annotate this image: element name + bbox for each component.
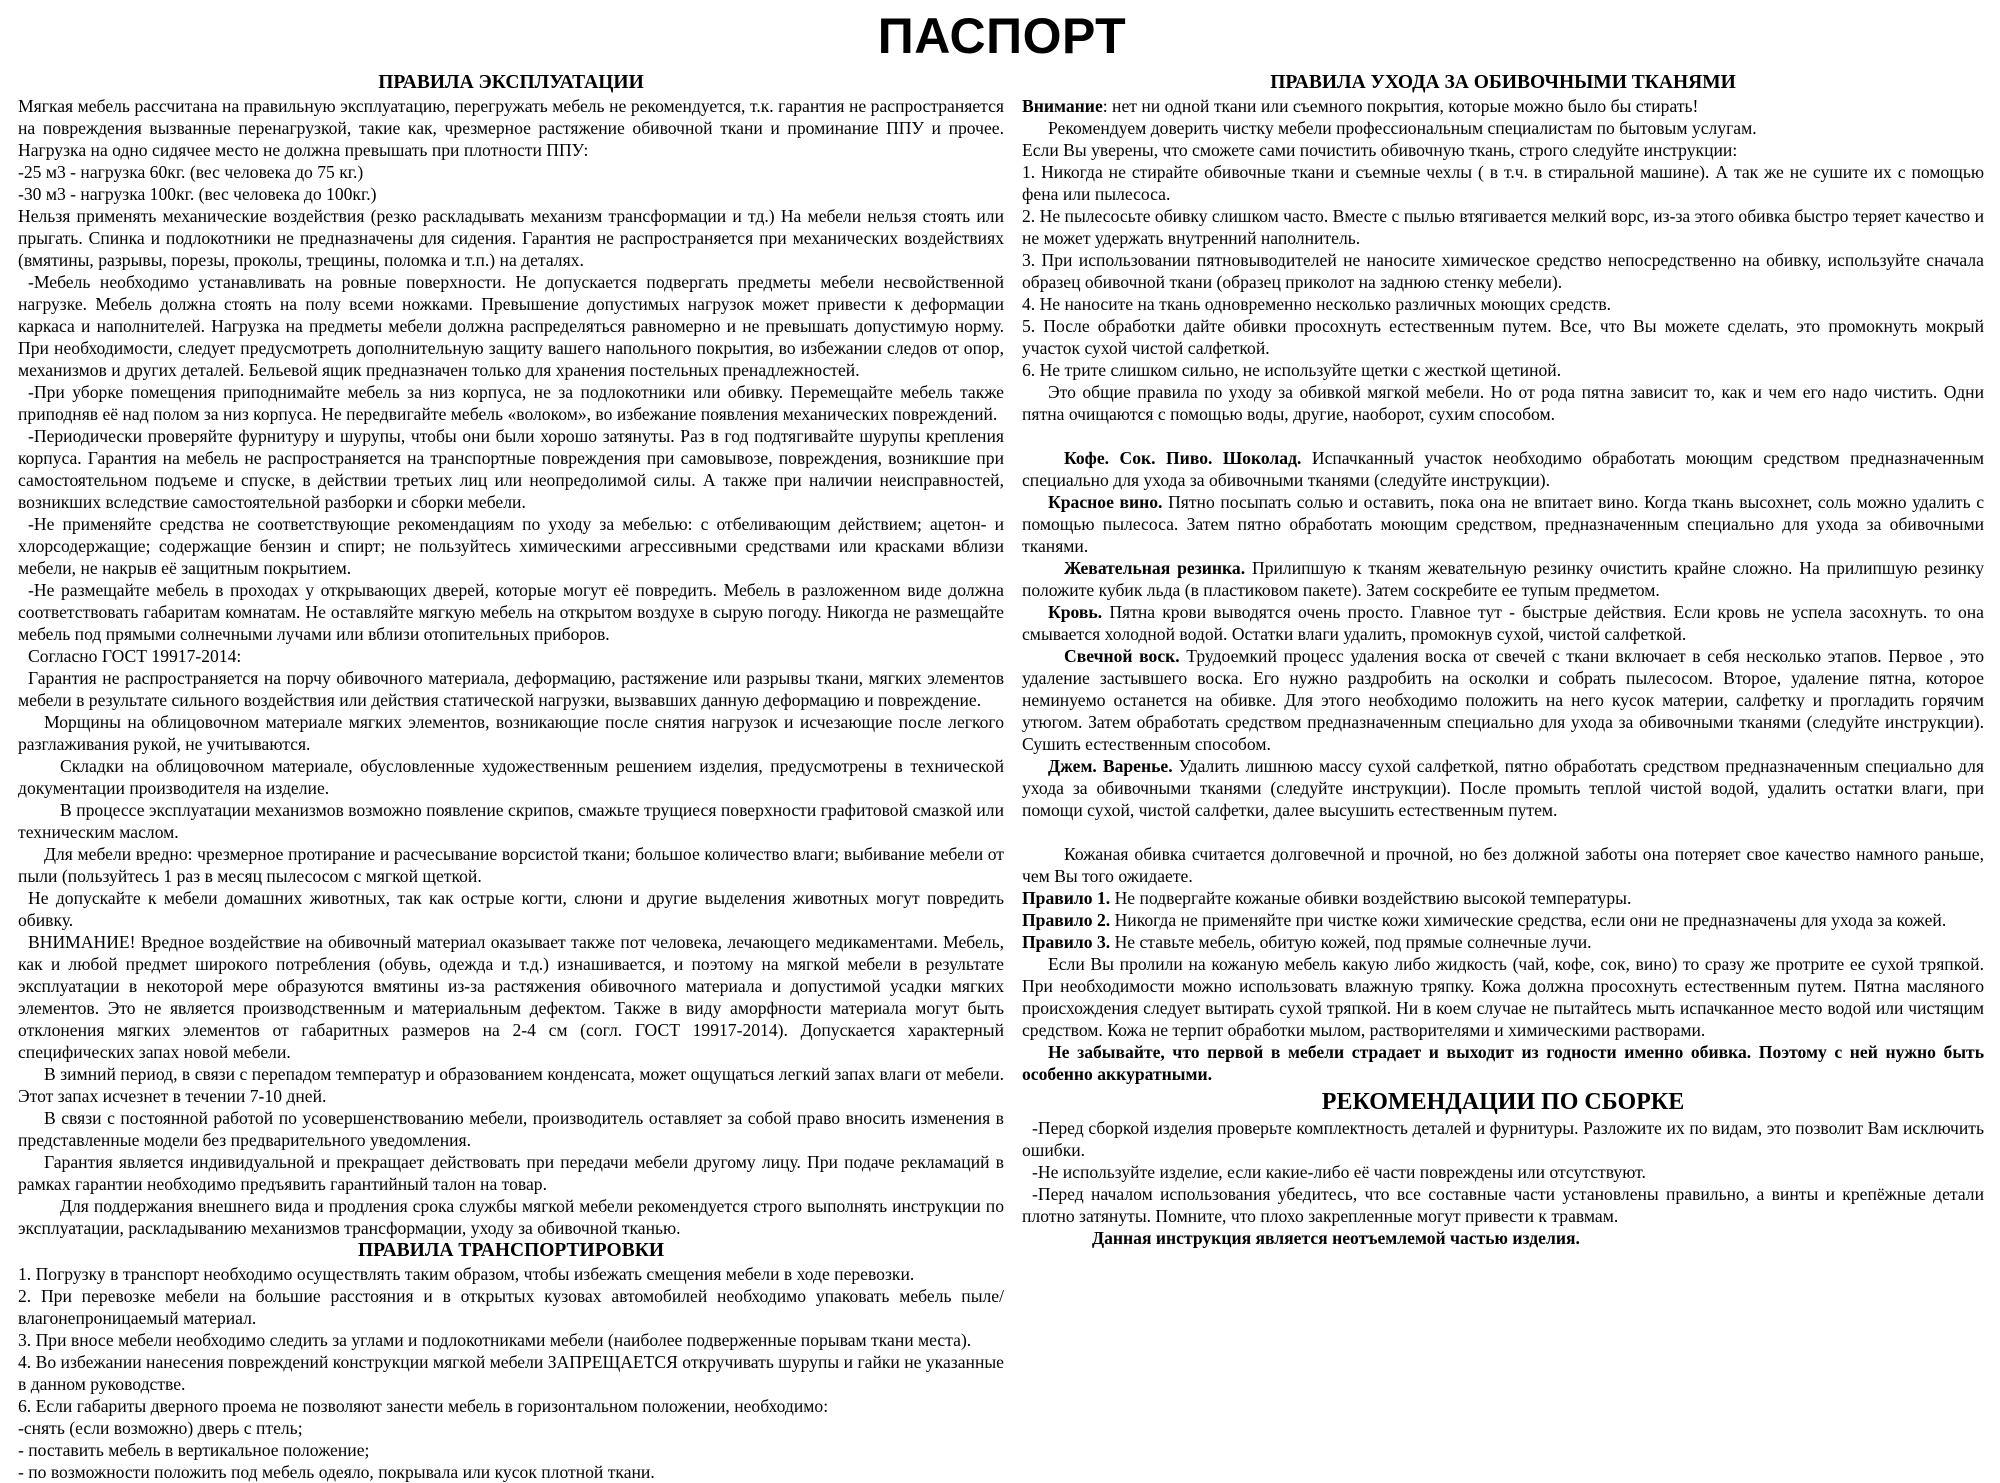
paragraph: Гарантия является индивидуальной и прекращает действовать при передачи мебели другому лицу. При подаче рекламаций в рамках гарантии необходимо предъявить гарантийный талон на товар. (18, 1151, 1004, 1194)
paragraph: Это общие правила по уходу за обивкой мягкой мебели. Но от рода пятна зависит то, как и чем его надо чистить. Одни пятна очищаются с помощью воды, другие, наоборот, сухим способом. (1022, 381, 1984, 424)
paragraph: Морщины на облицовочном материале мягких элементов, возникающие после снятия нагрузок и исчезающие после легкого разглаживания рукой, не учитываются. (18, 711, 1004, 754)
paragraph: 1. Погрузку в транспорт необходимо осуществлять таким образом, чтобы избежать смещения мебели в ходе перевозки. (18, 1263, 915, 1284)
section-heading-care: ПРАВИЛА УХОДА ЗА ОБИВОЧНЫМИ ТКАНЯМИ (1270, 71, 1736, 93)
paragraph: Если Вы уверены, что сможете сами почистить обивочную ткань, строго следуйте инструкции: (1022, 139, 1738, 160)
paragraph-text: Трудоемкий процесс удаления воска от свечей с ткани включает в себя несколько этапов. Первое , это удаление застывшего воска. Его нужно раздробить на осколки и собрать пылесосом. Второе, удаление пятна, которое неминуемо останется на обивке. Для этого необходимо положить на него кусок материи, салфетку и прогладить горячим утюгом. Затем обработать средством предназначенным специально для ухода за обивочными тканями (следуйте инструкции). Сушить естественным способом. (1022, 645, 1984, 754)
paragraph (1022, 645, 1984, 755)
paragraph-text: Не ставьте мебель, обитую кожей, под прямые солнечные лучи. (1110, 931, 1592, 952)
paragraph-text: Никогда не применяйте при чистке кожи химические средства, если они не предназначены для ухода за кожей. (1110, 909, 1947, 930)
paragraph: Данная инструкция является неотъемлемой частью изделия. (1092, 1227, 1580, 1248)
paragraph: Если Вы пролили на кожаную мебель какую либо жидкость (чай, кофе, сок, вино) то сразу же протрите ее сухой тряпкой. При необходимости можно использовать влажную тряпку. Кожа должна просохнуть естественным путем. Пятна масляного происхождения следует вытирать сухой тряпкой. Ни в коем случае не пытайтесь мыть испачканное место водой или чистящим средством. Кожа не терпит обработки мылом, растворителями и химическими растворами. (1022, 953, 1984, 1040)
paragraph: Не забывайте, что первой в мебели страдает и выходит из годности именно обивка. Поэтому с ней нужно быть особенно аккуратными. (1022, 1041, 1984, 1084)
paragraph-lead: Джем. Варенье. (1048, 755, 1173, 776)
paragraph: Нельзя применять механические воздействия (резко раскладывать механизм трансформации и тд.) На мебели нельзя стоять или прыгать. Спинка и подлокотники не предназначены для сидения. Гарантия не распространяется при механических воздействиях (вмятины, разрывы, порезы, проколы, трещины, поломка и т.п.) на деталях. (18, 205, 1004, 270)
paragraph: Не допускайте к мебели домашних животных, так как острые когти, слюни и другие выделения животных могут повредить обивку. (18, 887, 1004, 930)
paragraph: 5. После обработки дайте обивки просохнуть естественным путем. Все, что Вы можете сделать, это промокнуть мокрый участок сухой чистой салфеткой. (1022, 315, 1984, 358)
paragraph-lead: Внимание (1022, 95, 1103, 116)
paragraph: -При уборке помещения приподнимайте мебель за низ корпуса, не за подлокотники или обивку. Перемещайте мебель также приподняв её над полом за низ корпуса. Не передвигайте мебель «волоком», во избежание появления механических повреждений. (18, 381, 1004, 424)
paragraph: 4. Не наносите на ткань одновременно несколько различных моющих средств. (1022, 293, 1612, 314)
paragraph: -30 м3 - нагрузка 100кг. (вес человека до 100кг.) (18, 183, 377, 204)
paragraph: -Не применяйте средства не соответствующие рекомендациям по уходу за мебелью: с отбеливающим действием; ацетон- и хлорсодержащие; содержащие бензин и спирт; не пользуйтесь химическими агрессивными средствами или красками вблизи мебели, не накрыв её защитным покрытием. (18, 513, 1004, 578)
paragraph (1022, 755, 1984, 821)
paragraph-text: Не подвергайте кожаные обивки воздействию высокой температуры. (1110, 887, 1632, 908)
paragraph (1022, 887, 1984, 909)
paragraph: -Мебель необходимо устанавливать на ровные поверхности. Не допускается подвергать предметы мебели несвойственной нагрузке. Мебель должна стоять на полу всеми ножками. Превышение допустимых нагрузок может привести к деформации каркаса и наполнителей. Нагрузка на предметы мебели должна распределяться равномерно и не превышать допустимую норму. При необходимости, следует предусмотреть дополнительную защиту вашего напольного покрытия, во избежании следов от опор, механизмов и других деталей. Бельевой ящик предназначен только для хранения постельных пренадлежностей. (18, 271, 1004, 380)
paragraph: 1. Никогда не стирайте обивочные ткани и съемные чехлы ( в т.ч. в стиральной машине). А так же не сушите их с помощью фена или пылесоса. (1022, 161, 1984, 204)
paragraph: 3. При вносе мебели необходимо следить за углами и подлокотниками мебели (наиболее подверженные порывам ткани места). (18, 1329, 972, 1350)
paragraph-lead: Кофе. Сок. Пиво. Шоколад. (1064, 447, 1302, 468)
paragraph-text: Пятно посыпать солью и оставить, пока она не впитает вино. Когда ткань высохнет, соль можно удалить с помощью пылесоса. Затем пятно обработать моющим средством, предназначенным специально для ухода за обивочными тканями. (1022, 491, 1985, 556)
paragraph-lead: Кровь. (1048, 601, 1103, 622)
paragraph: 4. Во избежании нанесения повреждений конструкции мягкой мебели ЗАПРЕЩАЕТСЯ откручивать шурупы и гайки не указанные в данном руководстве. (18, 1351, 1004, 1394)
paragraph (1022, 491, 1984, 557)
paragraph-text: Испачканный участок необходимо обработать моющим средством предназначенным специально для ухода за обивочными тканями (следуйте инструкции). (1022, 447, 1984, 490)
paragraph: -25 м3 - нагрузка 60кг. (вес человека до 75 кг.) (18, 161, 364, 182)
paragraph-lead: Правило 1. (1022, 887, 1111, 908)
paragraph: Складки на облицовочном материале, обусловленные художественным решением изделия, предусмотрены в технической документации производителя на изделие. (18, 755, 1004, 798)
paragraph: -Перед началом использования убедитесь, что все составные части установлены правильно, а винты и крепёжные детали плотно затянуты. Помните, что плохо закрепленные могут привести к травмам. (1022, 1183, 1984, 1226)
paragraph: -Периодически проверяйте фурнитуру и шурупы, чтобы они были хорошо затянуты. Раз в год подтягивайте шурупы крепления корпуса. Гарантия на мебель не распространяется на транспортные повреждения при самовывозе, повреждения, возникшие при самостоятельном подъеме и спуске, в действии третьих лиц или неопредолимой силы. А также при наличии неисправностей, возникших вследствие самостоятельной разборки и сборки мебели. (18, 425, 1004, 512)
paragraph: Кожаная обивка считается долговечной и прочной, но без должной заботы она потеряет свое качество намного раньше, чем Вы того ожидаете. (1022, 843, 1984, 886)
paragraph (1022, 557, 1984, 601)
section-heading-transport: ПРАВИЛА ТРАНСПОРТИРОВКИ (357, 1239, 665, 1261)
section-heading-assembly: РЕКОМЕНДАЦИИ ПО СБОРКЕ (1321, 1088, 1685, 1115)
paragraph: - поставить мебель в вертикальное положение; (18, 1439, 370, 1460)
paragraph: 2. Не пылесосьте обивку слишком часто. Вместе с пылью втягивается мелкий ворс, из-за этого обивка быстро теряет качество и не может удержать внутренний наполнитель. (1022, 205, 1984, 248)
paragraph-text: Удалить лишнюю массу сухой салфеткой, пятно обработать средством предназначенным специально для ухода за обивочными тканями (следуйте инструкции). После промыть теплой чистой водой, удалить остатки влаги, при помощи сухой, чистой салфетки, далее высушить естественным путем. (1022, 755, 1984, 820)
paragraph: Рекомендуем доверить чистку мебели профессиональным специалистам по бытовым услугам. (1048, 117, 1757, 138)
paragraph: ВНИМАНИЕ! Вредное воздействие на обивочный материал оказывает также пот человека, лечающего медикаментами. Мебель, как и любой предмет широкого потребления (обувь, одежда и т.д.) изнашивается, и поэтому на мягкой мебели в результате эксплуатации в некоторой мере образуются вмятины из-за растяжения обивочного материала и допустимой усадки мягких элементов. Это не является производственным и материальным дефектом. Также в виду аморфности материала могут быть отклонения мягких элементов от габаритных размеров на 2-4 см (согл. ГОСТ 19917-2014). Допускается характерный специфических запах новой мебели. (18, 931, 1004, 1062)
document-title: ПАСПОРТ (877, 8, 1127, 64)
left-column (18, 71, 1004, 1483)
paragraph: В зимний период, в связи с перепадом температур и образованием конденсата, может ощущаться легкий запах влаги от мебели. Этот запах исчезнет в течении 7-10 дней. (18, 1063, 1004, 1106)
paragraph: -Не используйте изделие, если какие-либо её части повреждены или отсутствуют. (1032, 1161, 1646, 1182)
paragraph: -снять (если возможно) дверь с птель; (18, 1417, 303, 1438)
paragraph: В связи с постоянной работой по усовершенствованию мебели, производитель оставляет за собой право вносить изменения в представленные модели без предварительного уведомления. (18, 1107, 1004, 1150)
paragraph: В процессе эксплуатации механизмов возможно появление скрипов, смажьте трущиеся поверхности графитовой смазкой или техническим маслом. (18, 799, 1004, 842)
paragraph: Согласно ГОСТ 19917-2014: (28, 645, 242, 666)
paragraph: Гарантия не распространяется на порчу обивочного материала, деформацию, растяжение или разрывы ткани, мягких элементов мебели в результате сильного воздействия или действия статической нагрузки, вызвавших данную деформацию и повреждение. (18, 667, 1004, 710)
paragraph (1022, 447, 1984, 491)
columns (18, 71, 1986, 1483)
paragraph-lead: Свечной воск. (1064, 645, 1180, 666)
section-heading-operation: ПРАВИЛА ЭКСПЛУАТАЦИИ (378, 71, 644, 93)
paragraph: Мягкая мебель рассчитана на правильную эксплуатацию, перегружать мебель не рекомендуется, т.к. гарантия не распространяется на повреждения вызванные перенагрузкой, такие как, чрезмерное растяжение обивочной ткани и проминание ППУ и прочее. Нагрузка на одно сидячее место не должна превышать при плотности ППУ: (18, 95, 1004, 160)
paragraph (1022, 909, 1984, 931)
paragraph: -Перед сборкой изделия проверьте комплектность деталей и фурнитуры. Разложите их по видам, это позволит Вам исключить ошибки. (1022, 1117, 1984, 1160)
paragraph (1022, 601, 1984, 645)
paragraph (1022, 931, 1984, 953)
paragraph: - по возможности положить под мебель одеяло, покрывала или кусок плотной ткани. (18, 1461, 655, 1482)
paragraph-text: Прилипшую к тканям жевательную резинку очистить крайне сложно. На прилипшую резинку положите кубик льда (в пластиковом пакете). Затем соскребите ее тупым предметом. (1022, 557, 1984, 600)
paragraph: -Не размещайте мебель в проходах у открывающих дверей, которые могут её повредить. Мебель в разложенном виде должна соответствовать габаритам комнатам. Не оставляйте мягкую мебель на открытом воздухе в сырую погоду. Никогда не размещайте мебель под прямыми солнечными лучами или вблизи отопительных приборов. (18, 579, 1004, 644)
paragraph-text: Пятна крови выводятся очень просто. Главное тут - быстрые действия. Если кровь не успела засохнуть. то она смывается холодной водой. Остатки влаги удалить, промокнув сухой, чистой салфеткой. (1022, 601, 1984, 644)
paragraph: 3. При использовании пятновыводителей не наносите химическое средство непосредственно на обивку, используйте сначала образец обивочной ткани (образец приколот на заднюю стенку мебели). (1022, 249, 1984, 292)
paragraph: Для мебели вредно: чрезмерное протирание и расчесывание ворсистой ткани; большое количество влаги; выбивание мебели от пыли (пользуйтесь 1 раз в месяц пылесосом с мягкой щеткой. (18, 843, 1004, 886)
paragraph-lead: Правило 3. (1022, 931, 1111, 952)
paragraph (1022, 95, 1984, 117)
paragraph: 6. Не трите слишком сильно, не используйте щетки с жесткой щетиной. (1022, 359, 1562, 380)
paragraph-lead: Красное вино. (1048, 491, 1163, 512)
paragraph-lead: Правило 2. (1022, 909, 1111, 930)
paragraph-lead: Жевательная резинка. (1064, 557, 1246, 578)
paragraph: 2. При перевозке мебели на большие расстояния и в открытых кузовах автомобилей необходимо упаковать мебель пыле/влагонепроницаемый материал. (18, 1285, 1004, 1328)
paragraph: Для поддержания внешнего вида и продления срока службы мягкой мебели рекомендуется строго выполнять инструкции по эксплуатации, раскладыванию механизмов трансформации, уходу за обивочной тканью. (18, 1195, 1004, 1238)
paragraph-text: : нет ни одной ткани или съемного покрытия, которые можно было бы стирать! (1102, 95, 1699, 116)
right-column (1022, 71, 1984, 1249)
paragraph: 6. Если габариты дверного проема не позволяют занести мебель в горизонтальном положении, необходимо: (18, 1395, 829, 1416)
